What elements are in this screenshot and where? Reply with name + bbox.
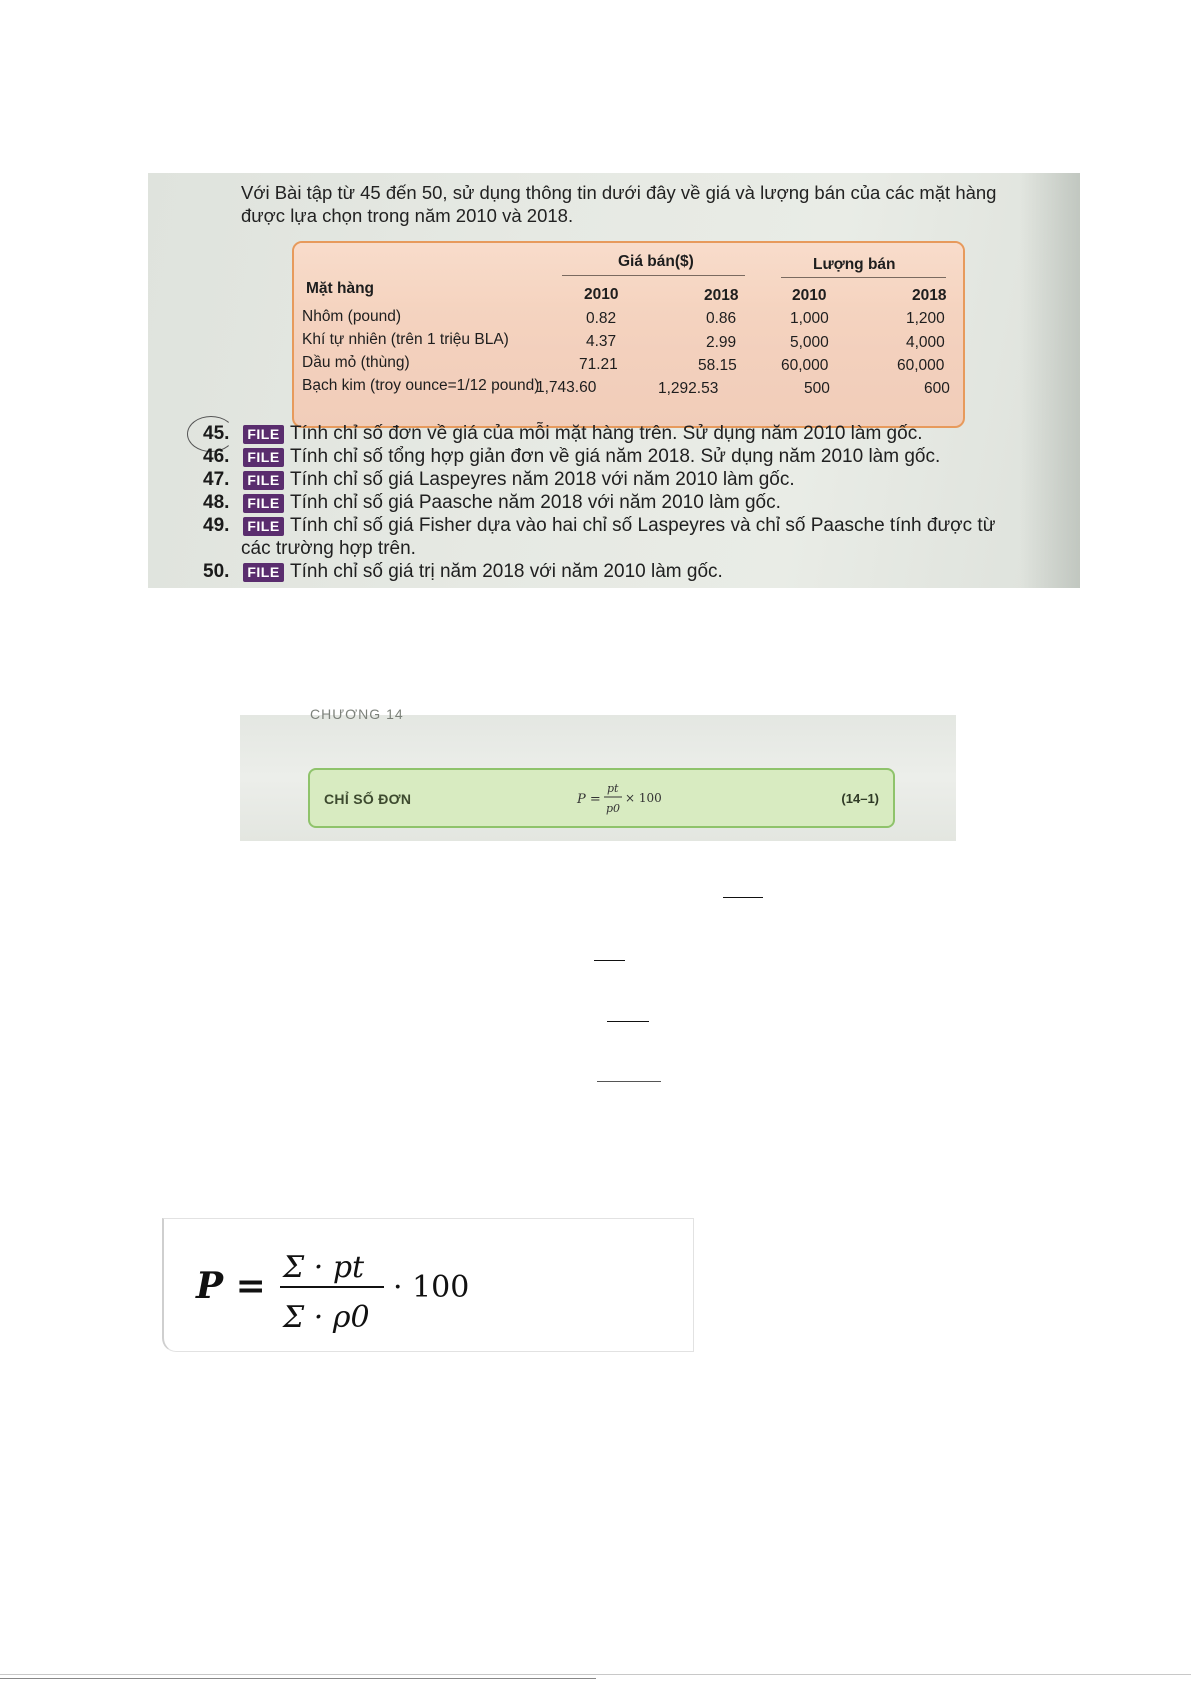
row-1-price-2018: 0.86 xyxy=(706,310,737,327)
exercise-text: Tính chỉ số giá trị năm 2018 với năm 2010 làm gốc. xyxy=(290,561,723,582)
row-4-qty-2018: 600 xyxy=(924,380,950,397)
exercise-number: 49. xyxy=(203,515,230,536)
exercise-number: 45. xyxy=(203,423,230,444)
intro-paragraph: Với Bài tập từ 45 đến 50, sử dụng thông tin dưới đây về giá và lượng bán của các mặt hàng được lựa chọn trong năm 2010 và 2018. xyxy=(241,182,997,226)
row-4-price-2018: 1,292.53 xyxy=(658,380,719,397)
formula-denominator: p0 xyxy=(606,802,621,815)
header-qty-2018: 2018 xyxy=(912,287,947,304)
row-4-item: Bạch kim (troy ounce=1/12 pound) xyxy=(302,377,540,394)
stray-rule xyxy=(607,1021,649,1022)
header-group-qty: Lượng bán xyxy=(813,256,896,273)
exercise-number: 50. xyxy=(203,561,230,582)
row-2-price-2010: 4.37 xyxy=(586,333,617,350)
aggregate-index-formula xyxy=(196,1237,496,1337)
big-formula-numerator: Σ · pt xyxy=(283,1250,365,1285)
file-badge: FILE xyxy=(243,448,284,467)
big-formula-rhs: · 100 xyxy=(393,1270,470,1305)
header-item: Mặt hàng xyxy=(306,280,375,297)
file-badge: FILE xyxy=(243,517,284,536)
header-price-2018: 2018 xyxy=(704,287,739,304)
footer-rule xyxy=(0,1674,1191,1675)
exercise-text: Tính chỉ số giá Laspeyres năm 2018 với năm 2010 làm gốc. xyxy=(290,469,795,490)
simple-index-formula xyxy=(575,778,705,818)
footer-rule-short xyxy=(0,1678,596,1679)
formula-rhs: × 100 xyxy=(625,791,662,805)
price-group-rule xyxy=(562,275,745,276)
header-qty-2010: 2010 xyxy=(792,287,827,304)
file-badge: FILE xyxy=(243,494,284,513)
row-1-item: Nhôm (pound) xyxy=(302,308,402,325)
price-quantity-table xyxy=(292,241,965,428)
row-3-qty-2018: 60,000 xyxy=(897,357,945,374)
stray-rule xyxy=(594,960,625,961)
big-formula-denominator: Σ · ρ0 xyxy=(283,1300,370,1335)
file-badge: FILE xyxy=(243,563,284,582)
header-price-2010: 2010 xyxy=(584,286,619,303)
exercise-text: Tính chỉ số đơn về giá của mỗi mặt hàng trên. Sử dụng năm 2010 làm gốc. xyxy=(290,423,923,444)
big-formula-lhs: P = xyxy=(196,1265,266,1307)
row-2-qty-2018: 4,000 xyxy=(906,334,945,351)
row-2-qty-2010: 5,000 xyxy=(790,334,829,351)
formula-lhs: P = xyxy=(577,792,601,807)
chapter-label: CHƯƠNG 14 xyxy=(310,706,404,722)
row-1-qty-2010: 1,000 xyxy=(790,310,829,327)
file-badge: FILE xyxy=(243,471,284,490)
simple-index-box xyxy=(308,768,895,828)
row-3-item: Dầu mỏ (thùng) xyxy=(302,354,410,371)
row-4-qty-2010: 500 xyxy=(804,380,830,397)
row-3-qty-2010: 60,000 xyxy=(781,357,829,374)
row-1-qty-2018: 1,200 xyxy=(906,310,945,327)
exercise-photo xyxy=(148,173,1080,588)
row-2-price-2018: 2.99 xyxy=(706,334,737,351)
row-3-price-2018: 58.15 xyxy=(698,357,737,374)
qty-group-rule xyxy=(781,277,946,278)
file-badge: FILE xyxy=(243,425,284,444)
exercise-number: 46. xyxy=(203,446,230,467)
exercise-text: Tính chỉ số giá Fisher dựa vào hai chỉ số Laspeyres và chỉ số Paasche tính được từ xyxy=(290,515,996,536)
exercise-text: Tính chỉ số giá Paasche năm 2018 với năm 2010 làm gốc. xyxy=(290,492,781,513)
exercise-number: 47. xyxy=(203,469,230,490)
formula-box-photo xyxy=(240,706,956,841)
stray-rule xyxy=(723,897,763,898)
formula-numerator: pt xyxy=(607,782,619,795)
row-4-price-2010: 1,743.60 xyxy=(536,379,597,396)
exercise-number: 48. xyxy=(203,492,230,513)
row-2-item: Khí tự nhiên (trên 1 triệu BLA) xyxy=(302,331,509,348)
stray-rule xyxy=(597,1081,661,1082)
header-group-price: Giá bán($) xyxy=(618,253,694,270)
equation-number: (14–1) xyxy=(841,791,879,806)
row-1-price-2010: 0.82 xyxy=(586,310,617,327)
exercise-text: Tính chỉ số tổng hợp giản đơn về giá năm 2018. Sử dụng năm 2010 làm gốc. xyxy=(290,446,941,467)
formula-title: CHỈ SỐ ĐƠN xyxy=(324,791,412,807)
exercise-text-continued: các trường hợp trên. xyxy=(241,538,416,559)
page-shadow xyxy=(1020,173,1080,588)
row-3-price-2010: 71.21 xyxy=(579,356,618,373)
big-formula-photo xyxy=(162,1218,694,1352)
